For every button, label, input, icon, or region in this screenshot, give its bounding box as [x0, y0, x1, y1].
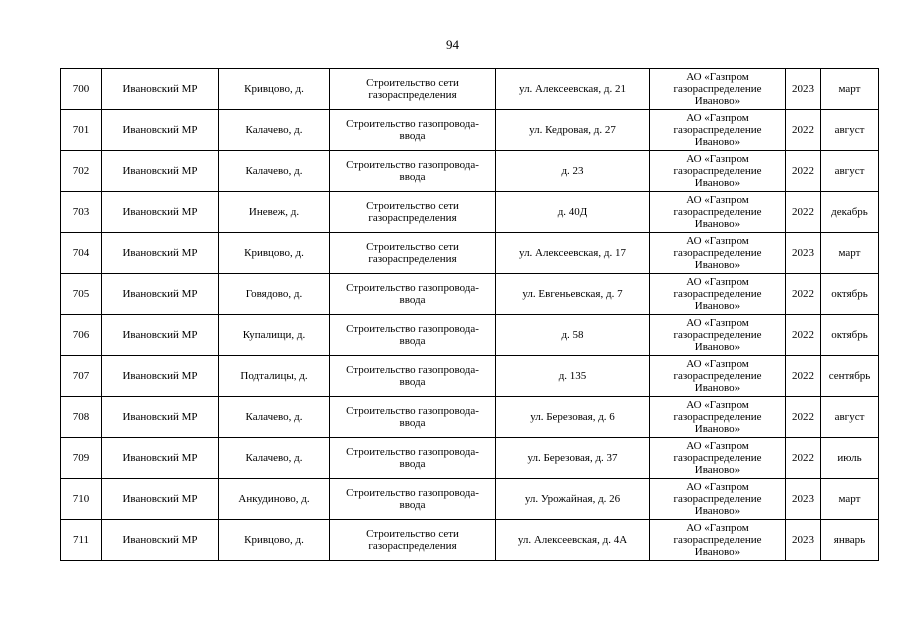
- row-number-cell: 700: [61, 69, 102, 110]
- address-cell: д. 23: [496, 151, 650, 192]
- year-cell: 2023: [786, 69, 821, 110]
- district-cell: Ивановский МР: [102, 69, 219, 110]
- settlement-cell: Говядово, д.: [219, 274, 330, 315]
- address-cell: ул. Березовая, д. 37: [496, 438, 650, 479]
- row-number-cell: 701: [61, 110, 102, 151]
- work-type-cell: Строительство газопровода- ввода: [330, 397, 496, 438]
- address-cell: д. 40Д: [496, 192, 650, 233]
- table-row: [61, 397, 879, 438]
- settlement-cell: Калачево, д.: [219, 110, 330, 151]
- work-type-cell: Строительство газопровода- ввода: [330, 479, 496, 520]
- table-row: [61, 110, 879, 151]
- row-number-cell: 711: [61, 520, 102, 561]
- month-cell: март: [821, 69, 879, 110]
- district-cell: Ивановский МР: [102, 151, 219, 192]
- work-type-cell: Строительство газопровода- ввода: [330, 274, 496, 315]
- month-cell: октябрь: [821, 315, 879, 356]
- year-cell: 2023: [786, 233, 821, 274]
- table-row: [61, 520, 879, 561]
- district-cell: Ивановский МР: [102, 192, 219, 233]
- work-type-cell: Строительство газопровода- ввода: [330, 315, 496, 356]
- work-type-cell: Строительство сети газораспределения: [330, 69, 496, 110]
- work-type-cell: Строительство газопровода- ввода: [330, 438, 496, 479]
- district-cell: Ивановский МР: [102, 356, 219, 397]
- month-cell: декабрь: [821, 192, 879, 233]
- organization-cell: АО «Газпром газораспределение Иваново»: [650, 315, 786, 356]
- organization-cell: АО «Газпром газораспределение Иваново»: [650, 520, 786, 561]
- page-number: 94: [446, 37, 459, 52]
- row-number-cell: 709: [61, 438, 102, 479]
- row-number-cell: 708: [61, 397, 102, 438]
- organization-cell: АО «Газпром газораспределение Иваново»: [650, 110, 786, 151]
- month-cell: март: [821, 479, 879, 520]
- table-row: [61, 315, 879, 356]
- year-cell: 2022: [786, 315, 821, 356]
- table-row: [61, 233, 879, 274]
- district-cell: Ивановский МР: [102, 479, 219, 520]
- year-cell: 2022: [786, 192, 821, 233]
- address-cell: ул. Алексеевская, д. 17: [496, 233, 650, 274]
- table-row: [61, 274, 879, 315]
- month-cell: сентябрь: [821, 356, 879, 397]
- work-type-cell: Строительство газопровода- ввода: [330, 356, 496, 397]
- row-number-cell: 706: [61, 315, 102, 356]
- month-cell: август: [821, 110, 879, 151]
- settlement-cell: Купалищи, д.: [219, 315, 330, 356]
- organization-cell: АО «Газпром газораспределение Иваново»: [650, 233, 786, 274]
- year-cell: 2023: [786, 520, 821, 561]
- district-cell: Ивановский МР: [102, 274, 219, 315]
- year-cell: 2022: [786, 151, 821, 192]
- organization-cell: АО «Газпром газораспределение Иваново»: [650, 69, 786, 110]
- organization-cell: АО «Газпром газораспределение Иваново»: [650, 438, 786, 479]
- settlement-cell: Кривцово, д.: [219, 520, 330, 561]
- month-cell: январь: [821, 520, 879, 561]
- row-number-cell: 707: [61, 356, 102, 397]
- address-cell: ул. Урожайная, д. 26: [496, 479, 650, 520]
- district-cell: Ивановский МР: [102, 520, 219, 561]
- organization-cell: АО «Газпром газораспределение Иваново»: [650, 479, 786, 520]
- year-cell: 2022: [786, 274, 821, 315]
- table-row: [61, 479, 879, 520]
- row-number-cell: 702: [61, 151, 102, 192]
- settlement-cell: Кривцово, д.: [219, 69, 330, 110]
- settlement-cell: Подталицы, д.: [219, 356, 330, 397]
- row-number-cell: 704: [61, 233, 102, 274]
- work-type-cell: Строительство сети газораспределения: [330, 192, 496, 233]
- district-cell: Ивановский МР: [102, 233, 219, 274]
- work-type-cell: Строительство сети газораспределения: [330, 233, 496, 274]
- row-number-cell: 703: [61, 192, 102, 233]
- table-row: [61, 151, 879, 192]
- district-cell: Ивановский МР: [102, 438, 219, 479]
- address-cell: д. 58: [496, 315, 650, 356]
- settlement-cell: Калачево, д.: [219, 151, 330, 192]
- month-cell: август: [821, 397, 879, 438]
- year-cell: 2022: [786, 356, 821, 397]
- row-number-cell: 710: [61, 479, 102, 520]
- settlement-cell: Калачево, д.: [219, 397, 330, 438]
- year-cell: 2023: [786, 479, 821, 520]
- settlement-cell: Анкудиново, д.: [219, 479, 330, 520]
- organization-cell: АО «Газпром газораспределение Иваново»: [650, 192, 786, 233]
- district-cell: Ивановский МР: [102, 110, 219, 151]
- table-row: [61, 192, 879, 233]
- settlement-cell: Иневеж, д.: [219, 192, 330, 233]
- address-cell: ул. Алексеевская, д. 4А: [496, 520, 650, 561]
- address-cell: ул. Евгеньевская, д. 7: [496, 274, 650, 315]
- table-row: [61, 69, 879, 110]
- district-cell: Ивановский МР: [102, 315, 219, 356]
- settlement-cell: Кривцово, д.: [219, 233, 330, 274]
- address-cell: ул. Алексеевская, д. 21: [496, 69, 650, 110]
- address-cell: д. 135: [496, 356, 650, 397]
- table-row: [61, 356, 879, 397]
- work-type-cell: Строительство газопровода- ввода: [330, 110, 496, 151]
- address-cell: ул. Березовая, д. 6: [496, 397, 650, 438]
- organization-cell: АО «Газпром газораспределение Иваново»: [650, 151, 786, 192]
- year-cell: 2022: [786, 110, 821, 151]
- month-cell: июль: [821, 438, 879, 479]
- settlement-cell: Калачево, д.: [219, 438, 330, 479]
- work-type-cell: Строительство сети газораспределения: [330, 520, 496, 561]
- row-number-cell: 705: [61, 274, 102, 315]
- work-type-cell: Строительство газопровода- ввода: [330, 151, 496, 192]
- table-body: [61, 69, 879, 561]
- year-cell: 2022: [786, 438, 821, 479]
- organization-cell: АО «Газпром газораспределение Иваново»: [650, 274, 786, 315]
- year-cell: 2022: [786, 397, 821, 438]
- table-row: [61, 438, 879, 479]
- month-cell: август: [821, 151, 879, 192]
- month-cell: март: [821, 233, 879, 274]
- district-cell: Ивановский МР: [102, 397, 219, 438]
- address-cell: ул. Кедровая, д. 27: [496, 110, 650, 151]
- gasification-table: [60, 68, 879, 561]
- organization-cell: АО «Газпром газораспределение Иваново»: [650, 356, 786, 397]
- month-cell: октябрь: [821, 274, 879, 315]
- organization-cell: АО «Газпром газораспределение Иваново»: [650, 397, 786, 438]
